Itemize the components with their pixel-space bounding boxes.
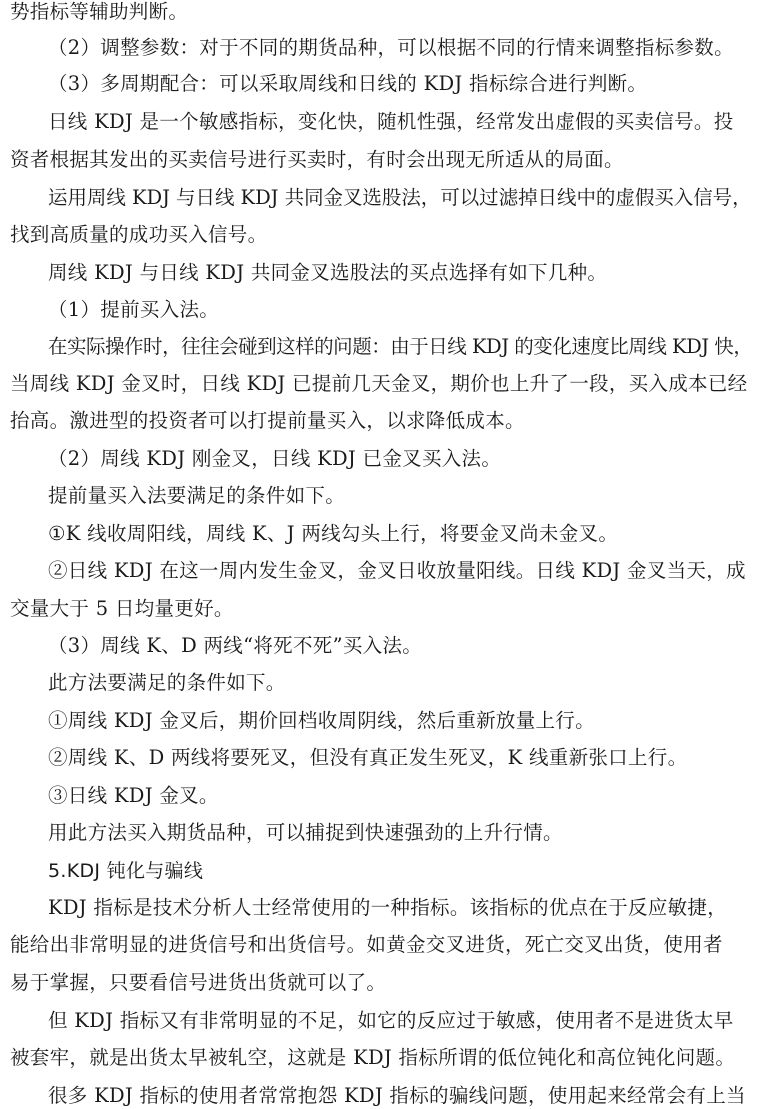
paragraph-line: ①K 线收周阳线，周线 K、J 两线勾头上行，将要金叉尚未金叉。 bbox=[48, 522, 619, 545]
paragraph-line: ③日线 KDJ 金叉。 bbox=[48, 784, 219, 807]
paragraph-line: 周线 KDJ 与日线 KDJ 共同金叉选股法的买点选择有如下几种。 bbox=[48, 261, 608, 284]
paragraph-line: （3）周线 K、D 两线“将死不死”买入法。 bbox=[48, 634, 423, 657]
paragraph-line: （2）调整参数：对于不同的期货品种，可以根据不同的行情来调整指标参数。 bbox=[48, 36, 734, 59]
paragraph-line: 此方法要满足的条件如下。 bbox=[48, 671, 286, 694]
paragraph-line: 日线 KDJ 是一个敏感指标，变化快，随机性强，经常发出虚假的买卖信号。投 bbox=[48, 110, 734, 133]
paragraph-line: ①周线 KDJ 金叉后，期价回档收周阴线，然后重新放量上行。 bbox=[48, 709, 595, 732]
paragraph-line: 当周线 KDJ 金叉时，日线 KDJ 已提前几天金叉，期价也上升了一段，买入成本已经 bbox=[10, 372, 748, 395]
paragraph-line: （1）提前买入法。 bbox=[48, 298, 220, 321]
paragraph-line: 易于掌握，只要看信号进货出货就可以了。 bbox=[10, 971, 387, 994]
paragraph-line: 提前量买入法要满足的条件如下。 bbox=[48, 484, 346, 507]
paragraph-line: ②周线 K、D 两线将要死叉，但没有真正发生死叉，K 线重新张口上行。 bbox=[48, 746, 688, 769]
paragraph-line: 但 KDJ 指标又有非常明显的不足，如它的反应过于敏感，使用者不是进货太早 bbox=[48, 1009, 734, 1032]
paragraph-line: 能给出非常明显的进货信号和出货信号。如黄金交叉进货，死亡交叉出货，使用者 bbox=[10, 933, 723, 956]
paragraph-line: （3）多周期配合：可以采取周线和日线的 KDJ 指标综合进行判断。 bbox=[48, 72, 648, 95]
paragraph-line: （2）周线 KDJ 刚金叉，日线 KDJ 已金叉买入法。 bbox=[48, 447, 502, 470]
paragraph-line: 很多 KDJ 指标的使用者常常抱怨 KDJ 指标的骗线问题，使用起来经常会有上当 bbox=[48, 1084, 746, 1107]
paragraph-line: 资者根据其发出的买卖信号进行买卖时，有时会出现无所适从的局面。 bbox=[10, 148, 624, 171]
paragraph-line: 找到高质量的成功买入信号。 bbox=[10, 223, 268, 246]
section-heading: 5.KDJ 钝化与骗线 bbox=[48, 860, 204, 882]
paragraph-line: ②日线 KDJ 在这一周内发生金叉，金叉日收放量阳线。日线 KDJ 金叉当天，成 bbox=[48, 559, 746, 582]
paragraph-line: KDJ 指标是技术分析人士经常使用的一种指标。该指标的优点在于反应敏捷， bbox=[48, 896, 728, 919]
paragraph-line: 抬高。激进型的投资者可以打提前量买入，以求降低成本。 bbox=[10, 409, 525, 432]
paragraph-line: 交量大于 5 日均量更好。 bbox=[10, 597, 234, 620]
paragraph-line: 运用周线 KDJ 与日线 KDJ 共同金叉选股法，可以过滤掉日线中的虚假买入信号， bbox=[48, 186, 752, 209]
paragraph-line: 用此方法买入期货品种，可以捕捉到快速强劲的上升行情。 bbox=[48, 821, 563, 844]
paragraph-line: 被套牢，就是出货太早被轧空，这就是 KDJ 指标所谓的低位钝化和高位钝化问题。 bbox=[10, 1046, 736, 1069]
paragraph-line: 在实际操作时，往往会碰到这样的问题：由于日线 KDJ 的变化速度比周线 KDJ 快， bbox=[48, 335, 753, 358]
paragraph-line: 势指标等辅助判断。 bbox=[10, 0, 189, 23]
